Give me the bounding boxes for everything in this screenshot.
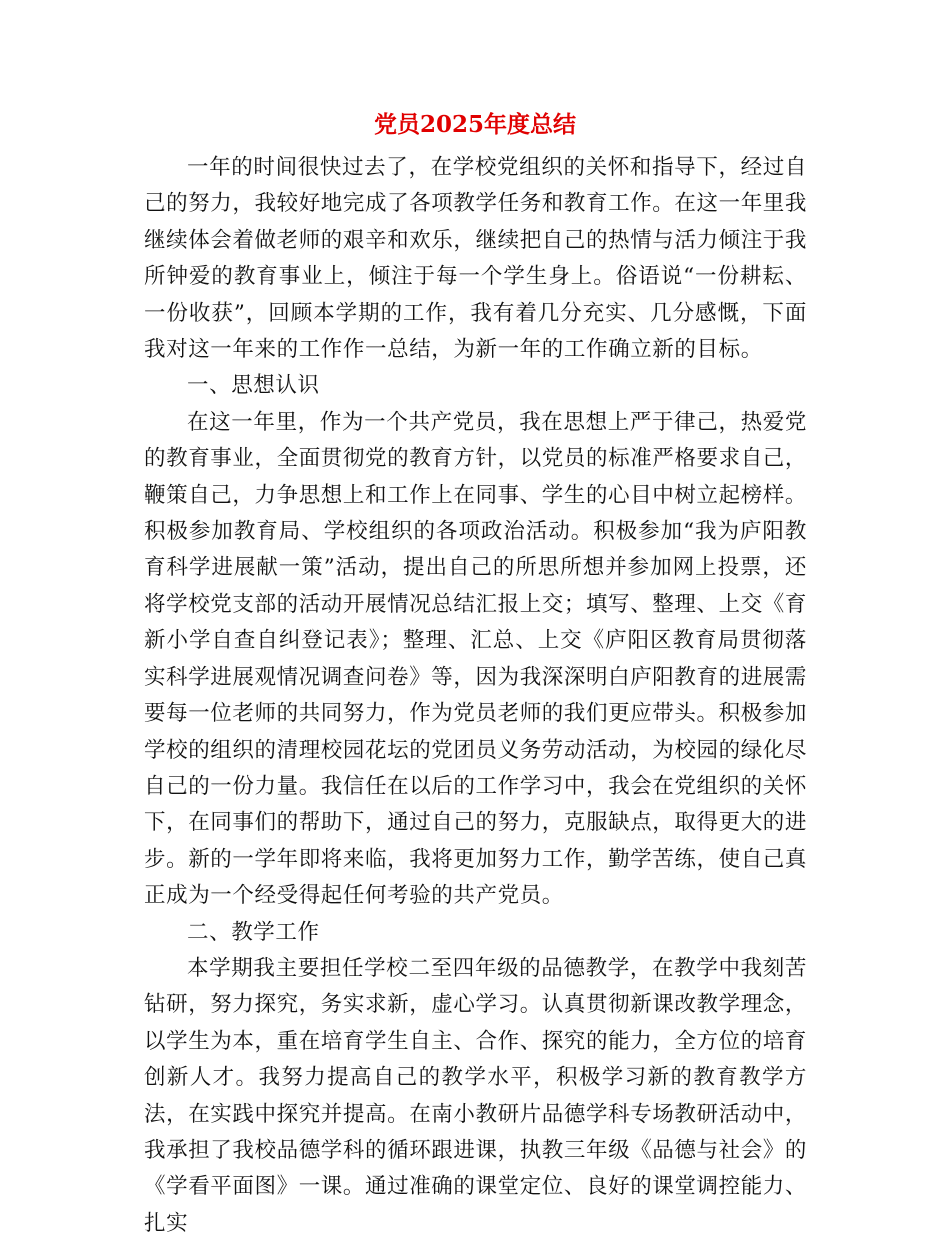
document-body	[144, 150, 807, 1242]
document-title: 党员2025年度总结	[373, 111, 576, 138]
paragraph-teaching: 本学期我主要担任学校二至四年级的品德教学，在教学中我刻苦钻研，努力探究，务实求新，虚心学习。认真贯彻新课改教学理念，以学生为本，重在培育学生自主、合作、探究的能力，全方位的培育创新人才。我努力提高自己的教学水平，积极学习新的教育教学方法，在实践中探究并提高。在南小教研片品德学科专场教研活动中，我承担了我校品德学科的循环跟进课，执教三年级《品德与社会》的《学看平面图》一课。通过准确的课堂定位、良好的课堂调控能力、扎实	[144, 955, 808, 1236]
section-heading-teaching: 二、教学工作	[187, 919, 320, 945]
section-heading-ideology: 一、思想认识	[187, 373, 320, 399]
paragraph-intro: 一年的时间很快过去了，在学校党组织的关怀和指导下，经过自己的努力，我较好地完成了各项教学任务和教育工作。在这一年里我继续体会着做老师的艰辛和欢乐，继续把自己的热情与活力倾注于我所钟爱的教育事业上，倾注于每一个学生身上。俗语说“一份耕耘、一份收获”，回顾本学期的工作，我有着几分充实、几分感慨，下面我对这一年来的工作作一总结，为新一年的工作确立新的目标。	[144, 155, 808, 363]
paragraph-ideology: 在这一年里，作为一个共产党员，我在思想上严于律己，热爱党的教育事业，全面贯彻党的教育方针，以党员的标准严格要求自己，鞭策自己，力争思想上和工作上在同事、学生的心目中树立起榜样。积极参加教育局、学校组织的各项政治活动。积极参加“我为庐阳教育科学进展献一策”活动，提出自己的所思所想并参加网上投票，还将学校党支部的活动开展情况总结汇报上交；填写、整理、上交《育新小学自查自纠登记表》；整理、汇总、上交《庐阳区教育局贯彻落实科学进展观情况调查问卷》等，因为我深深明白庐阳教育的进展需要每一位老师的共同努力，作为党员老师的我们更应带头。积极参加学校的组织的清理校园花坛的党团员义务劳动活动，为校园的绿化尽自己的一份力量。我信任在以后的工作学习中，我会在党组织的关怀下，在同事们的帮助下，通过自己的努力，克服缺点，取得更大的进步。新的一学年即将来临，我将更加努力工作，勤学苦练，使自己真正成为一个经受得起任何考验的共产党员。	[144, 409, 808, 909]
